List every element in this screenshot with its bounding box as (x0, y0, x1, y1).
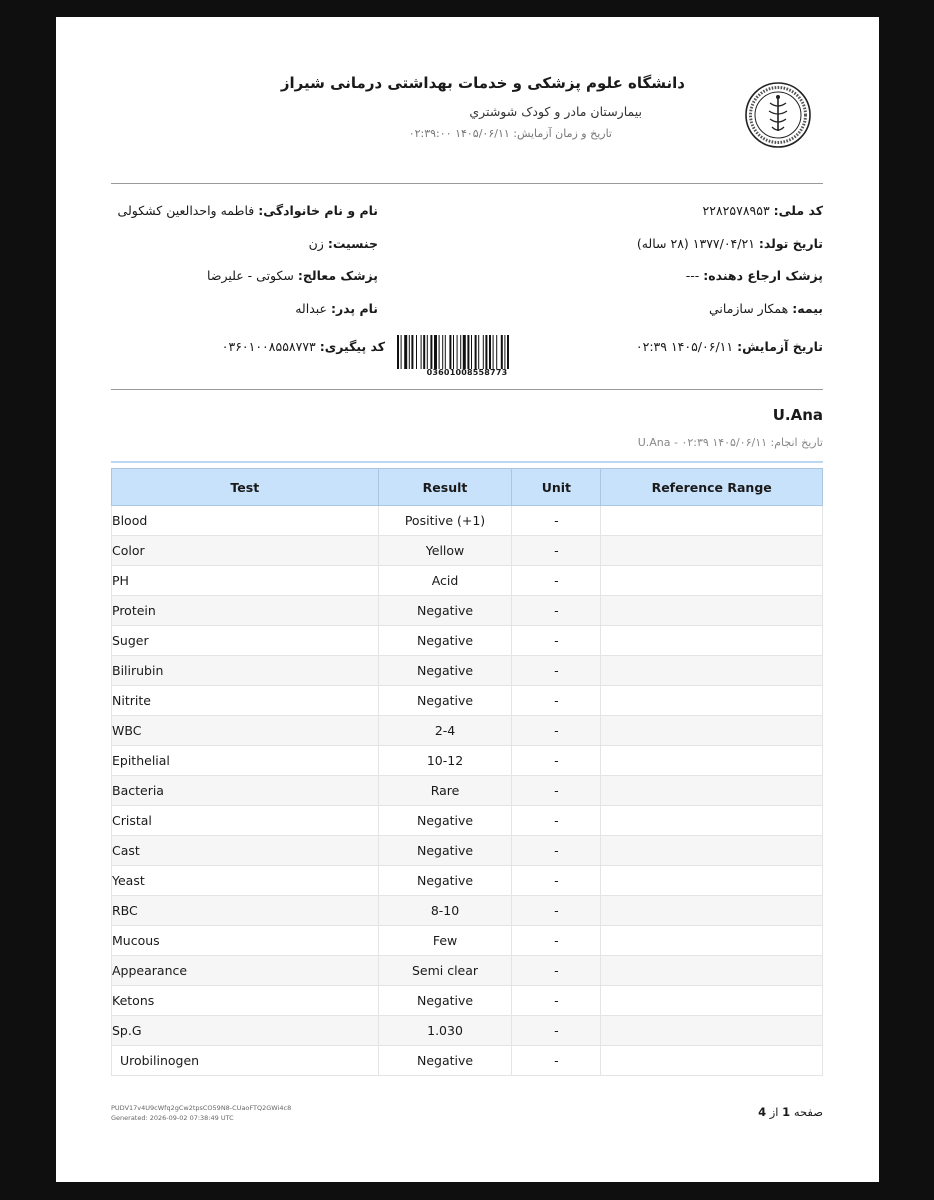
table-row (112, 656, 823, 686)
cell-test: Blood (112, 506, 379, 536)
cell-test: Yeast (112, 866, 379, 896)
cell-result: Semi clear (378, 956, 512, 986)
cell-reference-range (601, 956, 823, 986)
table-row (112, 896, 823, 926)
cell-reference-range (601, 986, 823, 1016)
cell-result: Negative (378, 836, 512, 866)
cell-result: Negative (378, 806, 512, 836)
test-done-date: تاریخ انجام: ۱۴۰۵/۰۶/۱۱ ۰۲:۳۹ - U.Ana (637, 436, 823, 449)
table-row (112, 836, 823, 866)
table-row (112, 776, 823, 806)
table-row (112, 746, 823, 776)
cell-result: 8-10 (378, 896, 512, 926)
header-divider (111, 183, 823, 184)
cell-test: Color (112, 536, 379, 566)
cell-unit: - (512, 986, 601, 1016)
cell-reference-range (601, 896, 823, 926)
report-page (56, 17, 879, 1182)
table-row (112, 596, 823, 626)
cell-result: 2-4 (378, 716, 512, 746)
table-row (112, 806, 823, 836)
table-header-row (112, 469, 823, 506)
cell-test: Bacteria (112, 776, 379, 806)
table-row (112, 1016, 823, 1046)
cell-unit: - (512, 806, 601, 836)
table-row (112, 716, 823, 746)
cell-test: Bilirubin (112, 656, 379, 686)
cell-test: Ketons (112, 986, 379, 1016)
table-row (112, 566, 823, 596)
university-title: دانشگاه علوم پزشکی و خدمات بهداشتی درمانی شیراز (280, 74, 685, 92)
header-unit: Unit (512, 469, 601, 506)
test-date: تاریخ آزمایش: ۱۴۰۵/۰۶/۱۱ ۰۲:۳۹ (635, 339, 823, 354)
cell-result: Negative (378, 626, 512, 656)
header-reference-range: Reference Range (601, 469, 823, 506)
barcode-number: 03601008558773 (426, 368, 508, 377)
table-row (112, 956, 823, 986)
cell-test: Sp.G (112, 1016, 379, 1046)
cell-result: Negative (378, 656, 512, 686)
cell-test: Urobilinogen (112, 1046, 379, 1076)
insurance: بیمه: همکار سازماني (708, 301, 823, 316)
cell-unit: - (512, 836, 601, 866)
cell-reference-range (601, 626, 823, 656)
cell-unit: - (512, 536, 601, 566)
patient-gender: جنسیت: زن (308, 236, 378, 251)
cell-result: Negative (378, 1046, 512, 1076)
cell-reference-range (601, 536, 823, 566)
cell-unit: - (512, 956, 601, 986)
birth-date: تاریخ تولد: ۱۳۷۷/۰۴/۲۱ (۲۸ ساله) (636, 236, 823, 251)
shiraz-university-seal-icon (744, 81, 812, 149)
cell-reference-range (601, 566, 823, 596)
cell-reference-range (601, 806, 823, 836)
cell-reference-range (601, 596, 823, 626)
cell-reference-range (601, 716, 823, 746)
cell-result: 1.030 (378, 1016, 512, 1046)
cell-result: Acid (378, 566, 512, 596)
cell-reference-range (601, 686, 823, 716)
header-test: Test (112, 469, 379, 506)
cell-unit: - (512, 926, 601, 956)
cell-reference-range (601, 1046, 823, 1076)
cell-unit: - (512, 716, 601, 746)
cell-test: Appearance (112, 956, 379, 986)
cell-result: Negative (378, 866, 512, 896)
table-row (112, 536, 823, 566)
cell-reference-range (601, 1016, 823, 1046)
cell-test: Epithelial (112, 746, 379, 776)
cell-unit: - (512, 776, 601, 806)
cell-test: Cast (112, 836, 379, 866)
page-number: صفحه 1 از 4 (758, 1105, 823, 1119)
table-row (112, 506, 823, 536)
cell-test: WBC (112, 716, 379, 746)
cell-unit: - (512, 866, 601, 896)
cell-test: Cristal (112, 806, 379, 836)
cell-reference-range (601, 776, 823, 806)
cell-unit: - (512, 1016, 601, 1046)
document-code: PUDV17v4U9cWfq2gCw2tpsCO59N8-CUaoFTQ2GWi4c8 Generated: 2026-09-02 07:38:49 UTC (111, 1104, 292, 1122)
table-row (112, 986, 823, 1016)
cell-result: Negative (378, 986, 512, 1016)
results-table (111, 468, 823, 1076)
cell-test: Protein (112, 596, 379, 626)
cell-reference-range (601, 656, 823, 686)
info-divider (111, 389, 823, 390)
cell-result: Rare (378, 776, 512, 806)
cell-test: Suger (112, 626, 379, 656)
cell-unit: - (512, 656, 601, 686)
cell-reference-range (601, 926, 823, 956)
cell-reference-range (601, 866, 823, 896)
cell-test: Mucous (112, 926, 379, 956)
cell-test: Nitrite (112, 686, 379, 716)
cell-result: Negative (378, 596, 512, 626)
cell-unit: - (512, 566, 601, 596)
table-row (112, 1046, 823, 1076)
table-row (112, 866, 823, 896)
cell-test: PH (112, 566, 379, 596)
patient-name: نام و نام خانوادگی: فاطمه واحدالعین کشکولی (117, 203, 378, 218)
cell-unit: - (512, 896, 601, 926)
cell-unit: - (512, 506, 601, 536)
cell-reference-range (601, 836, 823, 866)
cell-result: Few (378, 926, 512, 956)
table-row (112, 626, 823, 656)
cell-unit: - (512, 596, 601, 626)
cell-unit: - (512, 686, 601, 716)
treating-doctor: پزشک معالج: سکوتی - علیرضا (207, 268, 378, 283)
tracking-code: کد پیگیری: ۰۳۶۰۱۰۰۸۵۵۸۷۷۳ (221, 339, 385, 354)
test-datetime: تاریخ و زمان آزمایش: ۱۴۰۵/۰۶/۱۱ ۰۲:۳۹:۰۰ (408, 127, 612, 140)
national-id: کد ملی: ۲۲۸۲۵۷۸۹۵۳ (702, 203, 823, 218)
cell-result: Yellow (378, 536, 512, 566)
section-divider (111, 461, 823, 463)
test-title: U.Ana (772, 406, 823, 424)
table-row (112, 686, 823, 716)
header-result: Result (378, 469, 512, 506)
cell-result: Positive (+1) (378, 506, 512, 536)
cell-unit: - (512, 1046, 601, 1076)
referring-doctor: پزشک ارجاع دهنده: --- (685, 268, 823, 283)
father-name: نام پدر: عبداله (295, 301, 378, 316)
hospital-name: بیمارستان مادر و کودک شوشتري (469, 104, 642, 119)
cell-reference-range (601, 506, 823, 536)
cell-unit: - (512, 746, 601, 776)
cell-test: RBC (112, 896, 379, 926)
cell-result: 10-12 (378, 746, 512, 776)
table-row (112, 926, 823, 956)
cell-unit: - (512, 626, 601, 656)
cell-result: Negative (378, 686, 512, 716)
cell-reference-range (601, 746, 823, 776)
